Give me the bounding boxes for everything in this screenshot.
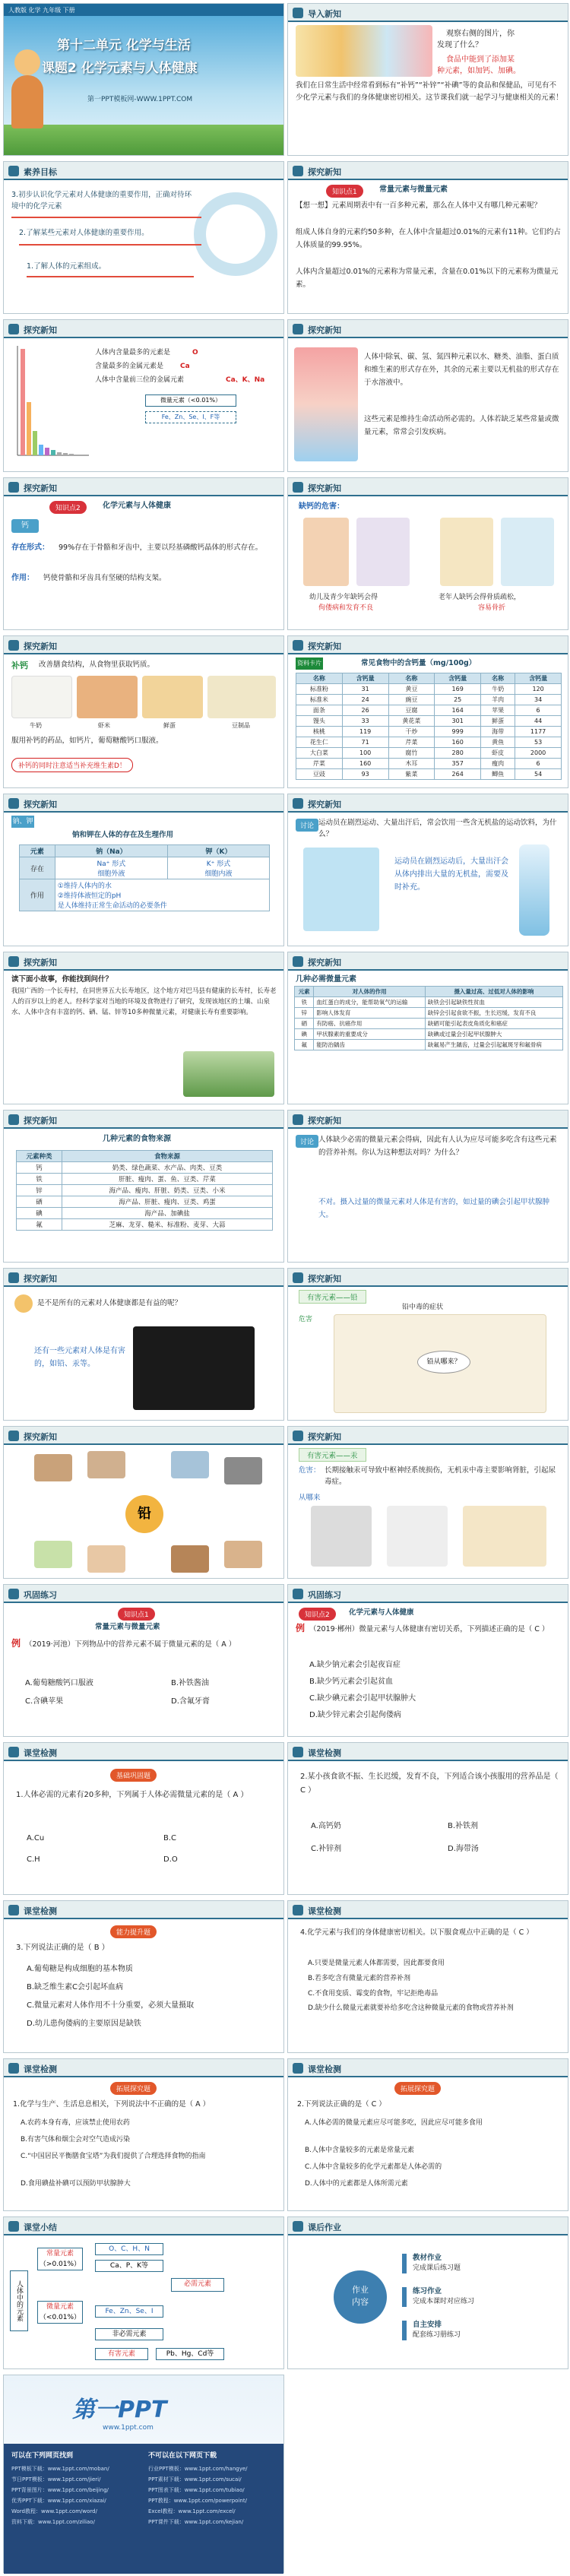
slide-test3: 课堂检测 能力提升题 3.下列说法正确的是（ B ） A.葡萄糖是构成细胞的基本物质 B.缺乏维生素C会引起坏血病 C.微量元素对人体作用不十分重要，必须大量摄取 D.幼儿患佝偻病的主要原因是缺铁 xyxy=(3,1900,284,2053)
slide-header: 素养目标 xyxy=(4,162,283,180)
bar-k xyxy=(57,452,62,455)
village-image xyxy=(183,1051,274,1097)
element-bar-chart xyxy=(8,341,92,469)
egg-image xyxy=(142,676,203,718)
slide-na-k: 探究新知 钠、钾 钠和钾在人体的存在及生理作用 元素 钠（Na） 钾（K） 存在 Na⁺ 形式 细胞外液 K⁺ 形式 细胞内液 作用 ①维持人体内的水 ②维持体液恒定的pH 是人体维持正常生命活动的必要条件 xyxy=(3,794,284,946)
footer-link[interactable]: PPT图表下载：www.1ppt.com/tubiao/ xyxy=(148,2487,245,2493)
slide-test6: 课堂检测 拓展探究题 2.下列说法正确的是（ C ） A.人体必需的微量元素应尽可能多吃，因此应尽可能多食用 B.人体中含量较多的元素是常量元素 C.人体中含量较多的化学元素都是人体必需的 D.人体中的元素都是人体所需元素 xyxy=(287,2058,568,2211)
slide-practice1: 巩固练习 知识点1 常量元素与微量元素 例 （2019·河池）下列物品中的营养元素不属于微量元素的是（ A ） A.葡萄糖酸钙口服液 B.补铁酱油 C.含碘苹果 D.含氟牙膏 xyxy=(3,1584,284,1737)
cover-site: 第一PPT模板网-WWW.1PPT.COM xyxy=(87,96,193,103)
sports-drink-bottle-image xyxy=(519,844,549,936)
bar-na xyxy=(69,454,74,455)
slide-calcium-table: 探究新知 资料卡片 常见食物中的含钙量（mg/100g） 名称 含钙量 名称 含钙量 名称 含钙量 标准粉 31 黄豆 169 牛奶 120 标准米 24 豌豆 25 羊肉 34 面条 26 豆腐 164 苹果 6 馒头 33 黄花菜 301 鲜蛋 44 核桃 119 干炒 999 海带 1177 花生仁 71 芹菜 160 黄鱼 53 大白菜 100 腐竹 280 虾皮 2000 芹菜 160 木耳 357 瘦肉 6 豆豉 93 紫菜 264 鲫鱼 54 xyxy=(287,635,568,788)
slide-header: 导入新知 xyxy=(288,4,568,22)
slide-inorganic: 探究新知 人体中除氧、碳、氢、氮四种元素以水、糖类、油脂、蛋白质和维生素的形式存在外，其余的元素主要以无机盐的形式存在于水溶液中。 这些元素是维持生命活动所必需的。人体若缺乏某些常量或微量元素，常常会引发疾病。 xyxy=(287,319,568,472)
footer-link[interactable]: 资料下载：www.1ppt.com/ziliao/ xyxy=(11,2519,95,2525)
slide-test4: 课堂检测 4.化学元素与我们的身体健康密切相关。以下服食观点中正确的是（ C ） A.只要是微量元素人体都需要，因此都要食用 B.若多吃含有微量元素的营养补剂 C.不食用变质、霉变的食物，牢记拒绝毒品 D.缺少什么微量元素就要补给多吃含这种微量元素的食物或营养补剂 xyxy=(287,1900,568,2053)
slide-homework: 课后作业 作业 内容 教材作业 完成课后练习题 练习作业 完成本课时对应练习 自主安排 配套练习册练习 xyxy=(287,2216,568,2369)
slide-lead-sources: 探究新知 铅 xyxy=(3,1426,284,1579)
lamp-image xyxy=(387,1506,448,1567)
slide-sports-drink: 探究新知 讨论 运动员在剧烈运动、大量出汗后，常会饮用一些含无机盐的运动饮料，为什么？ 运动员在剧烈运动后，大量出汗会从体内排出大量的无机盐，需要及时补充。 xyxy=(287,794,568,946)
slide-summary: 课堂小结 人体中的元素 常量元素 （>0.01%） O、C、H、N Ca、P、K等 必需元素 微量元素 （<0.01%） Fe、Zn、Se、I 非必需元素 有害元素 Pb、Hg、Cd等 xyxy=(3,2216,284,2369)
slide-goals: 素养目标 3.初步认识化学元素对人体健康的重要作用，正确对待环境中的化学元素 2.了解某些元素对人体健康的重要作用。 1.了解人体的元素组成。 xyxy=(3,161,284,314)
elderly-image xyxy=(501,518,554,586)
slide-element-chart: 探究新知 人体内含量最多的元素是 O 含量最多的金属元素是 Ca 人体中含量前三位的金属元素 Ca、K、Na 微量元素（<0.01%） Fe、Zn、Se、I、F等 xyxy=(3,319,284,472)
na-k-table: 元素 钠（Na） 钾（K） 存在 Na⁺ 形式 细胞外液 K⁺ 形式 细胞内液 作用 ①维持人体内的水 ②维持体液恒定的pH 是人体维持正常生命活动的必要条件 xyxy=(19,844,270,911)
slide-mercury: 探究新知 有害元素——汞 危害： 长期接触汞可导致中枢神经系统损伤，无机汞中毒主要影响肾脏，引起尿毒症。 从哪来 xyxy=(287,1426,568,1579)
person-body-icon xyxy=(11,75,43,128)
cover-unit: 第十二单元 化学与生活 xyxy=(57,38,191,53)
legs-diagram-image xyxy=(356,518,410,586)
milk-image xyxy=(11,676,72,718)
slide-story: 探究新知 读下面小故事，你能找到问什？ 我国广西的一个长寿村，在同世界五大长寿地区，这个地方对巴马县有健康的长寿村，长寿老人的百岁以上的老人。经科学家对当地的环境及食物进行了研究，发现该地区的土壤、山泉水、人体中含有丰富的钙、硒、锰、锌等10多种微量元素，对健康长寿有重要影响。 xyxy=(3,952,284,1104)
footer-link[interactable]: Excel教程：www.1ppt.com/excel/ xyxy=(148,2508,236,2514)
bar-c xyxy=(27,402,31,455)
supplement-products-image xyxy=(296,25,432,77)
footer-logo: 第一PPT xyxy=(72,2397,167,2423)
rickets-legs-image xyxy=(303,518,349,586)
goal-target-icon xyxy=(194,192,277,276)
slide-calcium-deficiency: 探究新知 缺钙的危害： 幼儿及青少年缺钙会得 佝偻病和发育不良 老年人缺钙会得骨质疏松， 容易骨折 xyxy=(287,477,568,630)
bar-n xyxy=(39,445,43,455)
trace-element-table: 元素 对人体的作用 摄入量过高、过低对人体的影响 铁 血红蛋白的成分，能帮助氧气的运输 缺铁会引起缺铁性贫血 锌 影响人体发育 缺锌会引起食欲不振，生长迟缓，发育不良 硒 有防癌、抗癌作用 缺硒可能引起表皮角质化和癌症 碘 甲状腺素的重要成分 缺碘或过量会引起甲状腺肿大 氟 能防治龋齿 缺氟易产生龋齿，过量会引起氟斑牙和氟骨病 xyxy=(294,986,563,1050)
footer-ad: 第一PPT www.1ppt.com 可以在下列网页找到 不可以在以下网页下载 PPT模板下载：www.1ppt.com/moban/ 节日PPT模板：www.1ppt.com/jieri/ PPT背景图片：www.1ppt.com/beijing/ 优秀PPT下载：www.1ppt.com/xiazai/ Word教程：www.1ppt.com/word/ 资料下载：www.1ppt.com/ziliao/ 行业PPT模板：www.1ppt.com/hangye/ PPT素材下载：www.1ppt.com/sucai/ PPT图表下载：www.1ppt.com/tubiao/ PPT教程：www.1ppt.com/powerpoint/ Excel教程：www.1ppt.com/excel/ PPT课件下载：www.1ppt.com/kejian/ xyxy=(3,2375,284,2573)
slide-intro: 导入新知 观察右侧的图片，你 发现了什么？ 食品中能到了添加某 种元素，如加钙、加碘。 我们在日常生活中经常看到标有“补钙”“补锌”“补碘”等的食品和保健品，可见有不少化学元素与我们的身体健康密切相关。这节课我们就一起学习与健康相关的元素！ xyxy=(287,3,568,156)
calcium-table: 名称 含钙量 名称 含钙量 名称 含钙量 标准粉 31 黄豆 169 牛奶 120 标准米 24 豌豆 25 羊肉 34 面条 26 豆腐 164 苹果 6 馒头 33 黄花菜 301 鲜蛋 44 核桃 119 干炒 999 海带 1177 花生仁 71 芹菜 160 黄鱼 53 大白菜 100 腐竹 280 虾皮 2000 芹菜 160 木耳 357 瘦肉 6 豆豉 93 紫菜 264 鲫鱼 54 xyxy=(296,673,562,780)
footer-link[interactable]: PPT课件下载：www.1ppt.com/kejian/ xyxy=(148,2519,244,2525)
slide-knowledge1: 探究新知 知识点1 常量元素与微量元素 【想一想】元素周期表中有一百多种元素，那么在人体中又有哪几种元素呢？ 组成人体自身的元素约50多种，在人体中含量超过0.01%的元素有11种。它们约占人体质量的99.95%。 人体内含量超过0.01%的元素称为常量元素，含量在0.01%以下的元素称为微量元素。 xyxy=(287,161,568,314)
footer-link[interactable]: 节日PPT模板：www.1ppt.com/jieri/ xyxy=(11,2476,101,2483)
germs-image xyxy=(133,1326,255,1410)
food-source-table: 元素种类 食物来源 钙 奶类、绿色蔬菜、水产品、肉类、豆类 铁 肝脏、瘦肉、蛋、鱼、豆类、芹菜 锌 海产品、瘦肉、肝脏、奶类、豆类、小米 硒 海产品、肝脏、瘦肉、豆类、鸡蛋 碘 海产品、加碘盐 氟 芝麻、龙芽、糙米、标准粉、麦芽、大蒜 xyxy=(16,1150,273,1231)
tofu-image xyxy=(207,676,276,718)
slide-trace-elements: 探究新知 几种必需微量元素 元素 对人体的作用 摄入量过高、过低对人体的影响 铁 血红蛋白的成分，能帮助氧气的运输 缺铁会引起缺铁性贫血 锌 影响人体发育 缺锌会引起食欲不振，生长迟缓，发育不良 硒 有防癌、抗癌作用 缺硒可能引起表皮角质化和癌症 碘 甲状腺素的重要成分 缺碘或过量会引起甲状腺肿大 氟 能防治龋齿 缺氟易产生龋齿，过量会引起氟斑牙和氟骨病 xyxy=(287,952,568,1104)
cover-grass xyxy=(4,125,283,155)
bar-p xyxy=(51,450,55,455)
factory-image xyxy=(463,1506,546,1567)
footer-right-links xyxy=(148,2464,277,2527)
human-body-image xyxy=(294,347,358,461)
info-tag: 资料卡片 xyxy=(296,657,323,670)
slide-discussion-supplement: 探究新知 讨论 人体缺少必需的微量元素会得病，因此有人认为应尽可能多吃含有这些元素的营养补剂。你认为这种想法对吗？为什么？ 不对。摄入过量的微量元素对人体是有害的，如过量的碘会引起甲状腺肿大。 xyxy=(287,1110,568,1263)
bar-h xyxy=(33,431,37,455)
header-icon xyxy=(293,8,303,18)
cover-topic: 课题2 化学元素与人体健康 xyxy=(42,61,198,76)
bone-image xyxy=(440,518,493,586)
person-head-icon xyxy=(14,49,40,75)
slide-test2: 课堂检测 2.某小孩食欲不振、生长迟缓，发育不良，下列适合该小孩服用的营养品是（ C ） A.高钙奶 B.补铁剂 C.补锌剂 D.海带汤 xyxy=(287,1742,568,1895)
slide-harmful-q: 探究新知 是不是所有的元素对人体健康都是有益的呢？ 还有一些元素对人体是有害的，如铅、汞等。 xyxy=(3,1268,284,1421)
slide-calcium: 探究新知 知识点2 化学元素与人体健康 钙 存在形式： 99%存在于骨骼和牙齿中，主要以羟基磷酸钙晶体的形式存在。 作用： 钙使骨骼和牙齿具有坚硬的结构支架。 xyxy=(3,477,284,630)
slide-lead: 探究新知 有害元素——铅 铅中毒的症状 危害 铅从哪来？ xyxy=(287,1268,568,1421)
footer-link[interactable]: PPT素材下载：www.1ppt.com/sucai/ xyxy=(148,2476,242,2483)
bar-ca xyxy=(45,448,49,455)
footer-link[interactable]: PPT教程：www.1ppt.com/powerpoint/ xyxy=(148,2498,247,2504)
footer-link[interactable]: 优秀PPT下载：www.1ppt.com/xiazai/ xyxy=(11,2498,106,2504)
slide-supplement-calcium: 探究新知 补钙 改善膳食结构，从食物里获取钙质。 牛奶 虾米 鲜蛋 豆制品 服用补钙的药品，如钙片，葡萄糖酸钙口服液。 补钙的同时注意适当补充维生素D！ xyxy=(3,635,284,788)
bar-o xyxy=(21,349,25,455)
shrimp-image xyxy=(77,676,138,718)
footer-link[interactable]: 行业PPT模板：www.1ppt.com/hangye/ xyxy=(148,2466,248,2472)
cover-top-bar: 人教版 化学 九年级 下册 xyxy=(4,4,283,16)
bar-s xyxy=(63,453,68,455)
footer-link[interactable]: PPT模板下载：www.1ppt.com/moban/ xyxy=(11,2466,109,2472)
footer-link[interactable]: PPT背景图片：www.1ppt.com/beijing/ xyxy=(11,2487,109,2493)
athlete-image xyxy=(303,848,379,931)
question-icon xyxy=(14,1294,33,1313)
footer-left-links xyxy=(11,2464,141,2527)
cover-slide xyxy=(3,3,284,156)
thermometer-image xyxy=(311,1506,372,1567)
homework-circle: 作业 内容 xyxy=(334,2270,387,2324)
slide-practice2: 巩固练习 知识点2 化学元素与人体健康 例 （2019·郴州）微量元素与人体健康有密切关系，下列描述正确的是（ C ） A.缺少钠元素会引起夜盲症 B.缺少钙元素会引起贫血 C.缺少碘元素会引起甲状腺肿大 D.缺少锌元素会引起佝偻病 xyxy=(287,1584,568,1737)
element-tag: 钠、钾 xyxy=(11,816,34,828)
slide-test1: 课堂检测 基础巩固题 1.人体必需的元素有20多种，下列属于人体必需微量元素的是（ A ） A.Cu B.C C.H D.O xyxy=(3,1742,284,1895)
footer-link[interactable]: Word教程：www.1ppt.com/word/ xyxy=(11,2508,97,2514)
slide-test5: 课堂检测 拓展探究题 1.化学与生产、生活息息相关，下列说法中不正确的是（ A ） A.农药本身有毒，应该禁止使用农药 B.有害气体和烟尘会对空气造成污染 C.“中国居民平衡膳食宝塔”为我们提供了合理选择食物的指南 D.食用碘盐补碘可以预防甲状腺肿大 xyxy=(3,2058,284,2211)
slide-food-sources: 探究新知 几种元素的食物来源 元素种类 食物来源 钙 奶类、绿色蔬菜、水产品、肉类、豆类 铁 肝脏、瘦肉、蛋、鱼、豆类、芹菜 锌 海产品、瘦肉、肝脏、奶类、豆类、小米 硒 海产品、肝脏、瘦肉、豆类、鸡蛋 碘 海产品、加碘盐 氟 芝麻、龙芽、糙米、标准粉、麦芽、大蒜 xyxy=(3,1110,284,1263)
